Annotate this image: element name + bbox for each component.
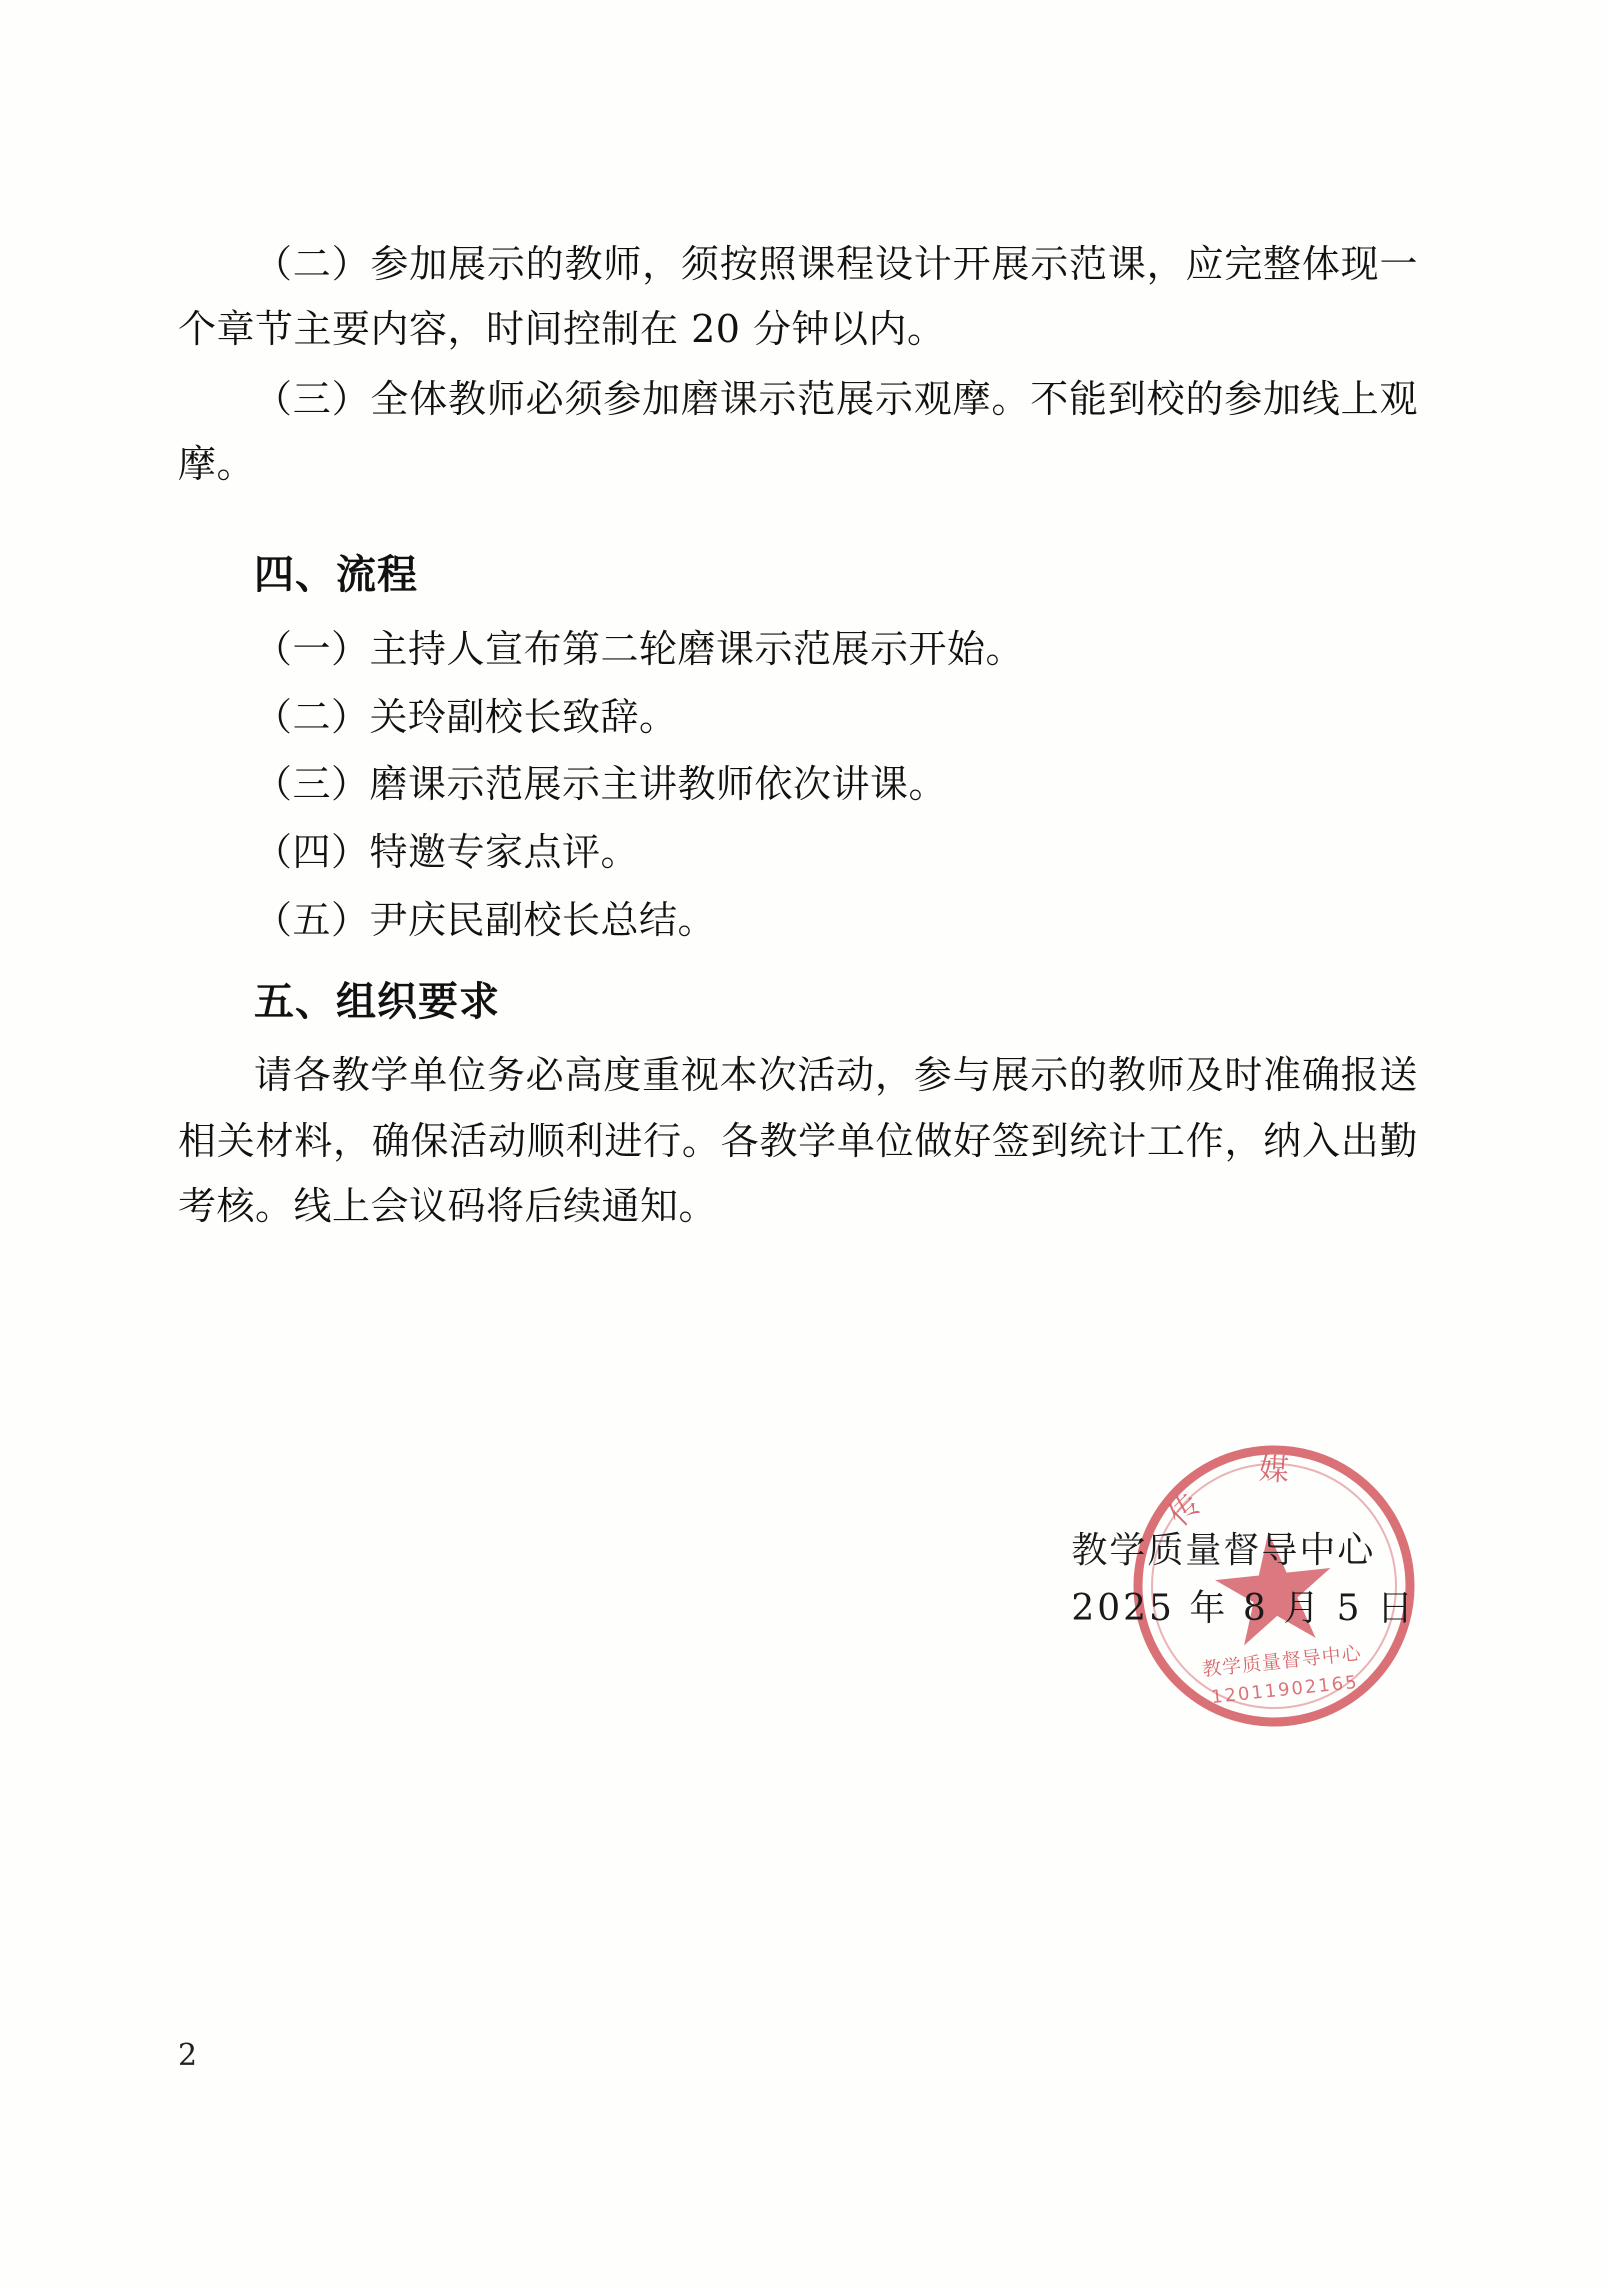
list-item: （四）特邀专家点评。 <box>254 830 640 875</box>
signature-date: 2025 年 8 月 5 日 <box>1071 1588 1416 1630</box>
paragraph-two: （二）参加展示的教师，须按照课程设计开展示范课，应完整体现一个章节主要内容，时间控制在 20 分钟以内。 <box>178 242 1418 352</box>
section-five-paragraph: 请各教学单位务必高度重视本次活动，参与展示的教师及时准确报送相关材料，确保活动顺利进行。各教学单位做好签到统计工作，纳入出勤考核。线上会议码将后续通知。 <box>178 1053 1418 1228</box>
list-item: （三）磨课示范展示主讲教师依次讲课。 <box>254 762 948 807</box>
section-heading-five: 五、组织要求 <box>254 979 500 1026</box>
list-item: （一）主持人宣布第二轮磨课示范展示开始。 <box>254 627 1025 672</box>
signature-organization: 教学质量督导中心 <box>1071 1530 1376 1571</box>
signature-block <box>1071 1522 1416 1639</box>
svg-text:12011902165: 12011902165 <box>1210 1671 1360 1709</box>
paragraph-three: （三）全体教师必须参加磨课示范展示观摩。不能到校的参加线上观摩。 <box>178 376 1418 487</box>
section-heading-four: 四、流程 <box>254 552 418 599</box>
list-item: （五）尹庆民副校长总结。 <box>254 897 717 942</box>
spacer <box>178 501 1418 527</box>
page-number: 2 <box>178 2038 198 2073</box>
svg-text:教学质量督导中心: 教学质量督导中心 <box>1201 1642 1363 1681</box>
svg-text:传 媒: 传 媒 <box>1162 1451 1306 1534</box>
list-item: （二）关玲副校长致辞。 <box>254 694 678 739</box>
document-body <box>178 232 1418 1243</box>
